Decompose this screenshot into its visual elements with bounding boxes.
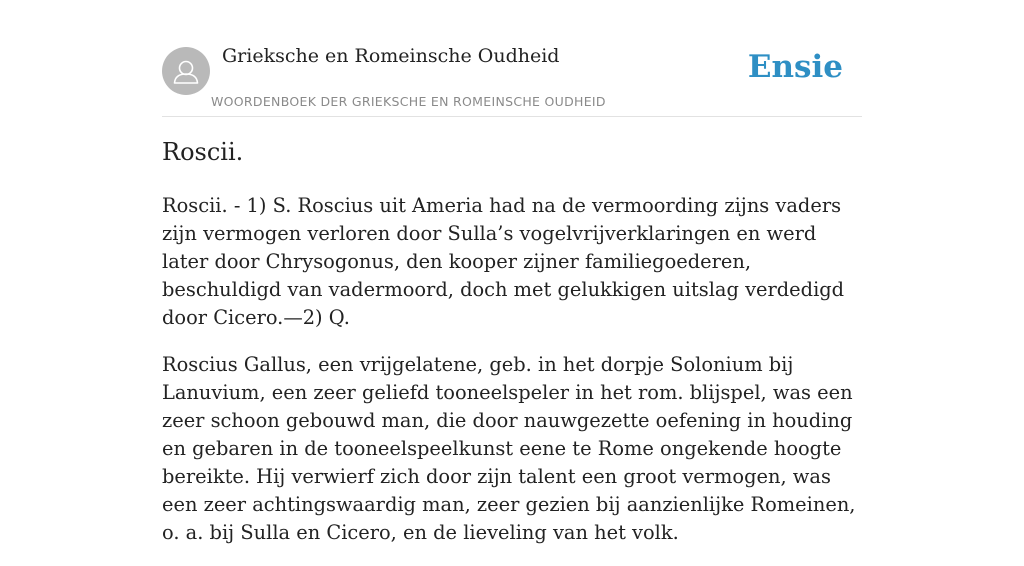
entry-body [162,192,862,566]
ensie-logo[interactable]: Ensie [747,49,843,85]
site-header [162,40,862,117]
author-avatar[interactable] [162,47,210,95]
entry-paragraph: Roscius Gallus, een vrijgelatene, geb. in het dorpje Solonium bij Lanuvium, een zeer geliefd tooneelspeler in het rom. blijspel, was een zeer schoon gebouwd man, die door nauwgezette oefening in houding en gebaren in de tooneelspeelkunst eene te Rome ongekende hoogte bereikte. Hij verwierf zich door zijn talent een groot vermogen, was een zeer achtingswaardig man, zeer gezien bij aanzienlijke Romeinen, o. a. bij Sulla en Cicero, en de lieveling van het volk. [162,353,856,544]
entry-paragraph: Roscii. - 1) S. Roscius uit Ameria had na de vermoording zijns vaders zijn vermogen verloren door Sulla’s vogelvrijverklaringen en werd later door Chrysogonus, den kooper zijner familiegoederen, beschuldigd van vadermoord, doch met gelukkigen uitslag verdedigd door Cicero.—2) Q. [162,194,845,329]
source-title[interactable]: Grieksche en Romeinsche Oudheid [222,45,560,67]
user-icon [162,47,210,95]
source-subtitle[interactable]: WOORDENBOEK DER GRIEKSCHE EN ROMEINSCHE OUDHEID [211,94,606,109]
entry-title: Roscii. [162,138,244,166]
